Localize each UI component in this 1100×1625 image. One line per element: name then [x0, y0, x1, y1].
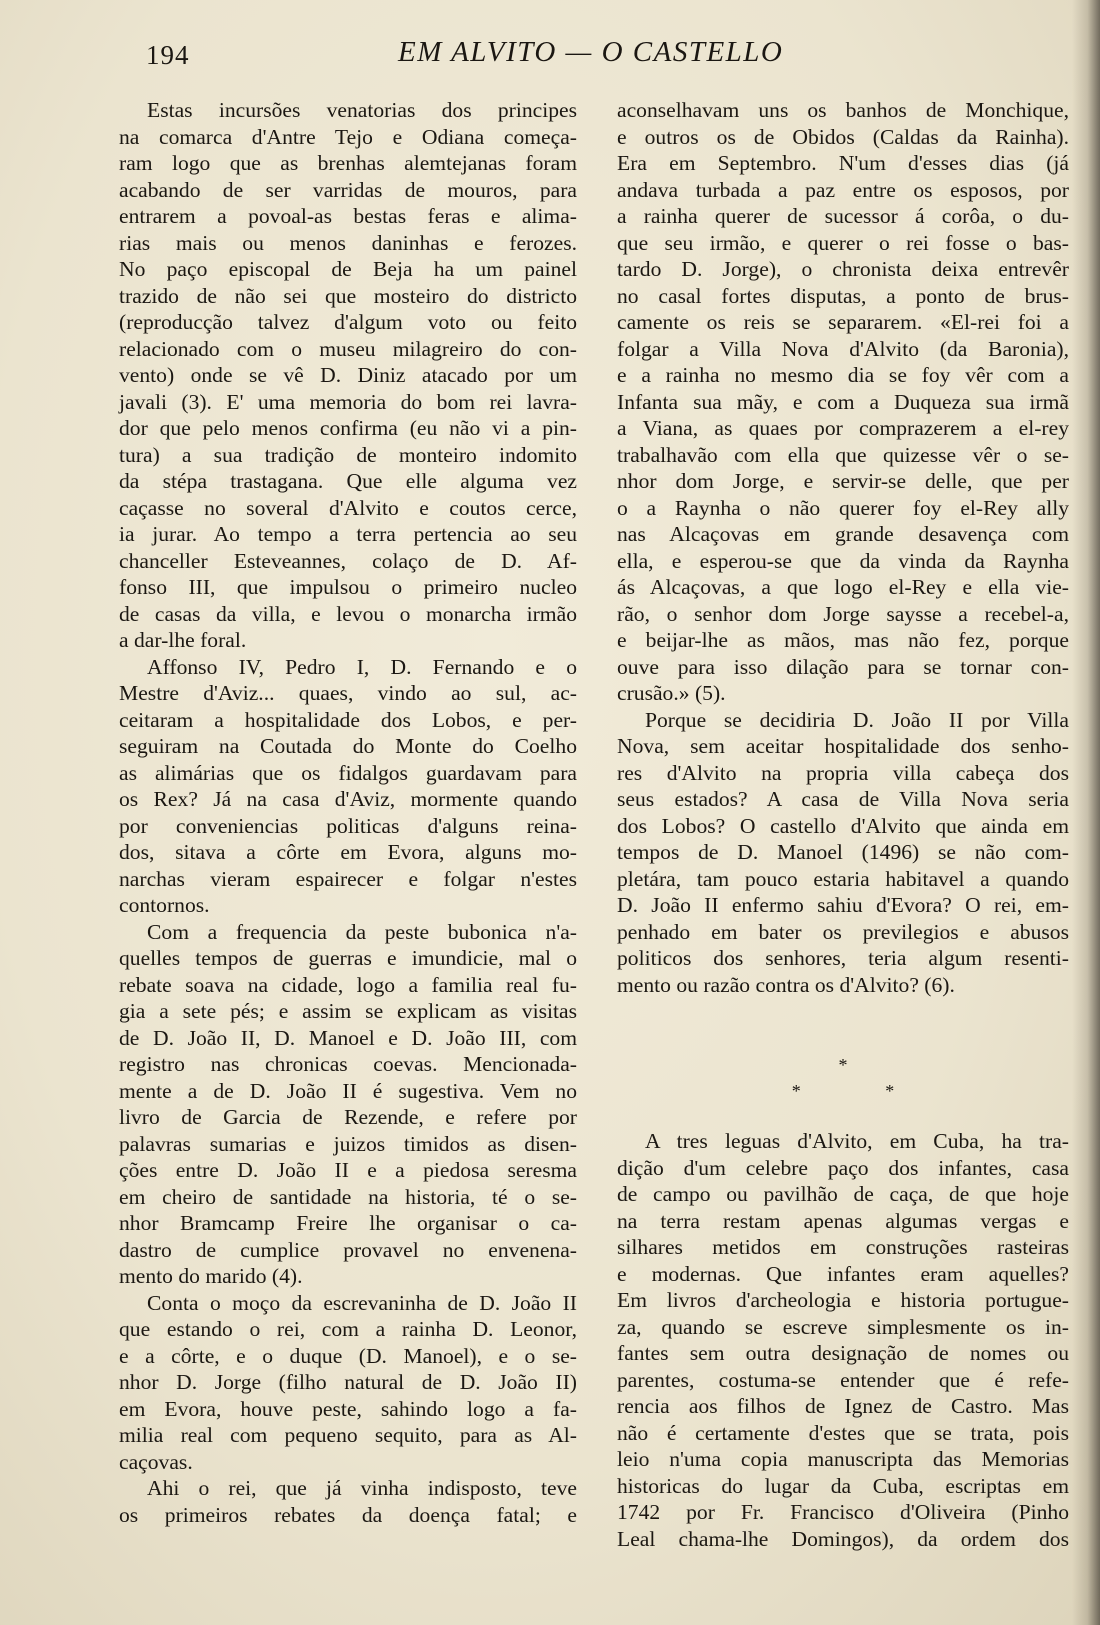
ornament-bottom-asterisks: * * [791, 1081, 935, 1101]
text-line: Estas incursões venatorias dos principes [147, 98, 577, 122]
text-line: acabando de ser varridas de mouros, para [119, 177, 577, 202]
text-line: e a rainha no mesmo dia se foy vêr com a [617, 363, 1069, 387]
text-line: em cheiro de santidade na historia, té o se- [119, 1184, 577, 1209]
text-line: a rainha querer de sucessor á corôa, o du- [617, 204, 1069, 228]
text-line: Era em Septembro. N'um d'esses dias (já [617, 151, 1069, 175]
text-line: Leal chama-lhe Domingos), da ordem dos [617, 1526, 1069, 1551]
text-line: mente a de D. João II é sugestiva. Vem no [119, 1078, 577, 1103]
text-line: mento ou razão contra os d'Alvito? (6). [617, 972, 955, 997]
text-line: mento do marido (4). [119, 1264, 303, 1288]
text-line: palavras sumarias e juizos timidos as disen- [119, 1131, 577, 1156]
text-line: a Viana, as quaes por comprazerem a el-rey [617, 416, 1069, 440]
text-line: e beijar-lhe as mãos, mas não fez, porque [617, 628, 1069, 652]
text-line: quelles tempos de guerras e imundicie, mal o [119, 946, 577, 970]
text-line: nas Alcaçovas em grande desavença com [617, 522, 1069, 546]
text-line: e a côrte, e o duque (D. Manoel), e o se- [119, 1343, 577, 1368]
text-line: ções entre D. João II e a piedosa seresma [119, 1158, 577, 1182]
text-line: tura) a sua tradição de monteiro indomito [119, 442, 577, 467]
text-line: dição d'um celebre paço dos infantes, casa [617, 1155, 1069, 1180]
text-line: dor que pelo menos confirma (eu não vi a pin- [119, 416, 577, 440]
text-line: parentes, costuma-se entender que é refe- [617, 1367, 1069, 1392]
text-line: rebate soava na cidade, logo a familia real fu- [119, 972, 577, 997]
page-edge-shadow [1072, 0, 1100, 1625]
text-line: a dar-lhe foral. [119, 628, 247, 652]
text-line: entrarem a povoal-as bestas feras e alima- [119, 204, 577, 228]
text-line: crusão.» (5). [617, 681, 726, 705]
text-line: fonso III, que impulsou o primeiro nucleo [119, 575, 577, 599]
text-line: politicos dos senhores, teria algum resenti- [617, 946, 1069, 970]
text-line: res d'Alvito na propria villa cabeça dos [617, 760, 1069, 785]
text-line: o a Raynha o não querer foy el-Rey ally [617, 495, 1069, 520]
text-line: narchas vieram espairecer e folgar n'estes [119, 866, 577, 891]
text-line: javali (3). E' uma memoria do bom rei lavra- [119, 389, 577, 414]
text-line: por conveniencias politicas d'alguns reina- [119, 813, 577, 838]
text-line: caçovas. [119, 1449, 193, 1474]
text-line: A tres leguas d'Alvito, em Cuba, ha tra- [645, 1129, 1069, 1153]
text-line: não é certamente d'estes que se trata, pois [617, 1420, 1069, 1445]
text-line: Affonso IV, Pedro I, D. Fernando e o [147, 654, 577, 679]
text-line: os Rex? Já na casa d'Aviz, mormente quando [119, 787, 577, 811]
text-line: dos Lobos? O castello d'Alvito que ainda em [617, 813, 1069, 838]
text-line: ia jurar. Ao tempo a terra pertencia ao seu [119, 522, 577, 546]
text-line: registro nas chronicas coevas. Mencionada- [119, 1052, 577, 1076]
text-line: nhor Bramcamp Freire lhe organisar o ca- [119, 1211, 577, 1235]
text-line: ouve para isso dilação para se tornar con- [617, 654, 1069, 679]
text-line: Nova, sem aceitar hospitalidade dos senho- [617, 734, 1069, 758]
text-line: pletára, tam pouco estaria habitavel a quando [617, 866, 1069, 891]
text-line: Conta o moço da escrevaninha de D. João II [147, 1290, 577, 1315]
text-line: ceitaram a hospitalidade dos Lobos, e per- [119, 707, 577, 732]
text-line: fantes sem outra designação de nomes ou [617, 1341, 1069, 1365]
text-line: Ahi o rei, que já vinha indisposto, teve [147, 1476, 577, 1500]
text-line: da stépa trastagana. Que elle alguma vez [119, 469, 577, 493]
text-line: tardo D. Jorge), o chronista deixa entrevêr [617, 257, 1069, 281]
text-line: camente os reis se separarem. «El-rei foi a [617, 310, 1069, 334]
section-break-ornament [617, 1052, 1069, 1104]
text-line: os primeiros rebates da doença fatal; e [119, 1502, 577, 1527]
text-line: historicas do lugar da Cuba, escriptas em [617, 1473, 1069, 1498]
text-line: relacionado com o museu milagreiro do con- [119, 336, 577, 361]
text-line: e outros os de Obidos (Caldas da Rainha). [617, 124, 1069, 149]
text-line: chanceller Esteveannes, colaço de D. Af- [119, 548, 577, 573]
text-line: nhor D. Jorge (filho natural de D. João II) [119, 1370, 577, 1394]
left-text-column [119, 97, 577, 1528]
text-line: vento) onde se vê D. Diniz atacado por um [119, 363, 577, 387]
text-line: no casal fortes disputas, a ponto de brus- [617, 283, 1069, 308]
text-line: Mestre d'Aviz... quaes, vindo ao sul, ac- [119, 681, 577, 705]
text-line: za, quando se escreve simplesmente os in- [617, 1314, 1069, 1339]
text-line: leio n'uma copia manuscripta das Memorias [617, 1447, 1069, 1471]
running-title: EM ALVITO — O CASTELLO [398, 36, 784, 68]
text-line: as alimárias que os fidalgos guardavam para [119, 760, 577, 785]
text-line: milia real com pequeno sequito, para as Al- [119, 1423, 577, 1447]
text-line: de campo ou pavilhão de caça, de que hoje [617, 1182, 1069, 1206]
text-line: rão, o senhor dom Jorge saysse a recebel-a, [617, 601, 1069, 626]
text-line: Em livros d'archeologia e historia portugue- [617, 1288, 1069, 1312]
text-line: que estando o rei, com a rainha D. Leonor, [119, 1317, 577, 1341]
text-line: andava turbada a paz entre os esposos, por [617, 177, 1069, 202]
text-line: folgar a Villa Nova d'Alvito (da Baronia), [617, 336, 1069, 361]
text-line: rias mais ou menos daninhas e ferozes. [119, 230, 577, 255]
text-line: (reproducção talvez d'algum voto ou feito [119, 310, 577, 334]
text-line: contornos. [119, 893, 210, 917]
text-line: rencia aos filhos de Ignez de Castro. Mas [617, 1394, 1069, 1418]
text-line: gia a sete pés; e assim se explicam as visitas [119, 999, 577, 1023]
text-line: 1742 por Fr. Francisco d'Oliveira (Pinho [617, 1500, 1069, 1524]
text-line: que seu irmão, e querer o rei fosse o bas- [617, 230, 1069, 255]
right-text-column [617, 97, 1069, 998]
text-line: na comarca d'Antre Tejo e Odiana começa- [119, 124, 577, 149]
text-line: e modernas. Que infantes eram aquelles? [617, 1261, 1069, 1286]
text-line: dos, sitava a côrte em Evora, alguns mo- [119, 840, 577, 864]
text-line: D. João II enfermo sahiu d'Evora? O rei, em- [617, 893, 1069, 917]
page-number: 194 [146, 40, 190, 70]
text-line: ás Alcaçovas, a que logo el-Rey e ella vie- [617, 575, 1069, 599]
text-line: Porque se decidiria D. João II por Villa [645, 707, 1069, 732]
text-line: seguiram na Coutada do Monte do Coelho [119, 734, 577, 758]
text-line: em Evora, houve peste, sahindo logo a fa- [119, 1396, 577, 1421]
text-line: nhor dom Jorge, e servir-se delle, que per [617, 469, 1069, 493]
text-line: caçasse no soveral d'Alvito e coutos cerce, [119, 495, 577, 520]
text-line: de D. João II, D. Manoel e D. João III, com [119, 1025, 577, 1050]
text-line: dastro de cumplice provavel no envenena- [119, 1237, 577, 1262]
text-line: seus estados? A casa de Villa Nova seria [617, 787, 1069, 811]
text-line: No paço episcopal de Beja ha um painel [119, 257, 577, 281]
text-line: trabalhavão com ella que quizesse vêr o se- [617, 442, 1069, 467]
ornament-top-asterisk: * [838, 1055, 848, 1075]
text-line: trazido de não sei que mosteiro do districto [119, 283, 577, 308]
text-line: aconselhavam uns os banhos de Monchique, [617, 98, 1069, 122]
text-line: tempos de D. Manoel (1496) se não com- [617, 840, 1069, 864]
text-line: ram logo que as brenhas alemtejanas foram [119, 151, 577, 175]
text-line: silhares metidos em construções rasteiras [617, 1235, 1069, 1259]
text-line: na terra restam apenas algumas vergas e [617, 1208, 1069, 1233]
text-line: Infanta sua mãy, e com a Duqueza sua irmã [617, 389, 1069, 414]
text-line: ella, e esperou-se que da vinda da Raynha [617, 548, 1069, 573]
right-text-column-continued [617, 1128, 1069, 1552]
text-line: penhado em bater os previlegios e abusos [617, 919, 1069, 944]
text-line: de casas da villa, e levou o monarcha irmão [119, 601, 577, 626]
text-line: livro de Garcia de Rezende, e refere por [119, 1105, 577, 1129]
text-line: Com a frequencia da peste bubonica n'a- [147, 919, 577, 944]
